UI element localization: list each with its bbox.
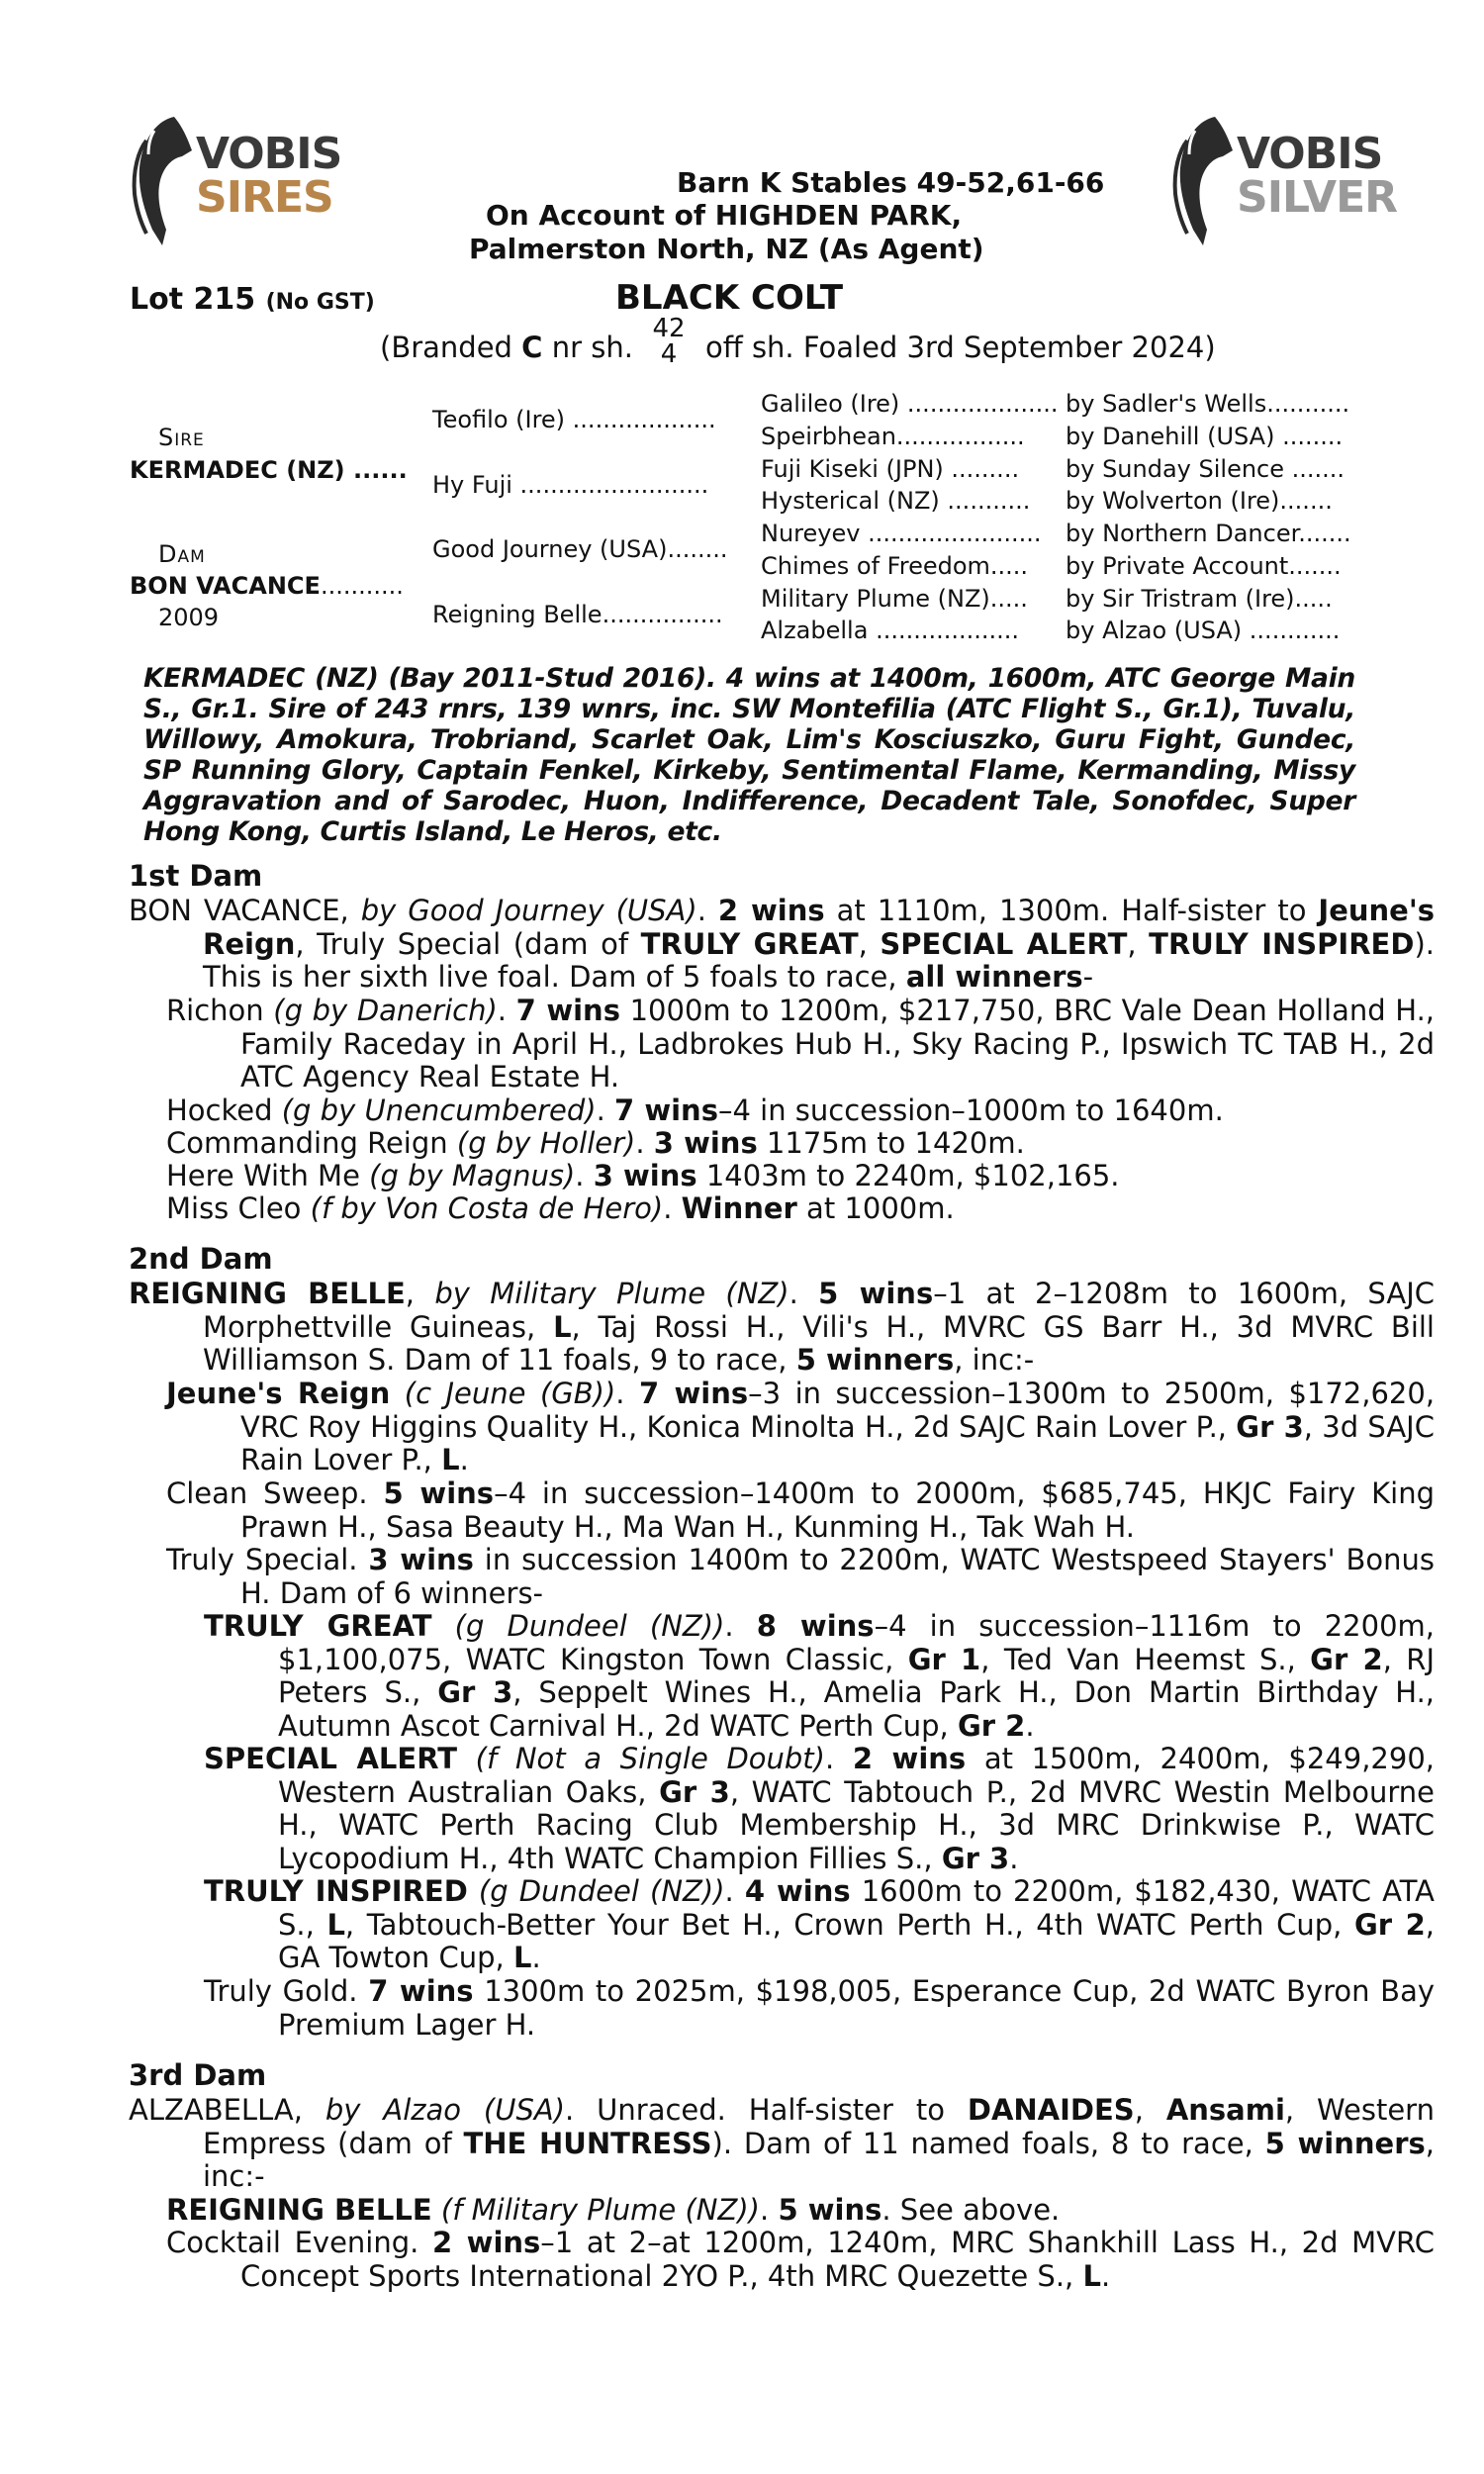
t: TRULY INSPIRED (204, 1874, 468, 1908)
gen3-row: Hysterical (NZ) ........... (761, 487, 1031, 515)
t: , Ted Van Heemst S., (980, 1642, 1311, 1676)
progeny-entry (166, 1094, 1435, 1128)
gen4-4: by Northern Dancer (1066, 520, 1299, 547)
brand-symbol: C (521, 331, 543, 364)
sire-summary: KERMADEC (NZ) (Bay 2011-Stud 2016). 4 wins at 1400m, 1600m, ATC George Main S., Gr.1. Sire of 243 rnrs, 139 wnrs, inc. SW Montefilia (ATC Flight S., Gr.1), Tuvalu, Willowy, Amokura, Trobriand, Scarlet Oak, Lim's Kosciuszko, Guru Fight, Gundec, SP Running Glory, Captain Fenkel, Kirkeby, Sentimental Flame, Kermanding, Missy Aggravation and of Sarodec, Huon, Indifference, Decadent Tale, Sonofdec, Super Hong Kong, Curtis Island, Le Heros, etc. (143, 663, 1355, 847)
t: THE HUNTRESS (463, 2126, 712, 2160)
t (432, 1609, 455, 1643)
t: , 3d SAJC Rain Lover P., (240, 1409, 1435, 1476)
damsire: Good Journey (USA)........ (432, 535, 728, 563)
gen4-row: by Sadler's Wells........... (1066, 390, 1350, 418)
t: . (760, 2193, 779, 2227)
t (390, 1377, 404, 1410)
t: . (497, 994, 516, 1027)
t: (g Dundeel (NZ)) (478, 1874, 725, 1908)
t: . (825, 1742, 853, 1775)
t: , Seppelt Wines H., Amelia Park H., Don Martin Birthday H., Autumn Ascot Carnival H., 2d WATC Perth Cup, (278, 1675, 1435, 1743)
t: . (724, 1609, 757, 1643)
sire-name: KERMADEC (NZ) ...... (130, 456, 408, 484)
dam-entry (129, 895, 1435, 995)
gen2-2: Good Journey (USA) (432, 535, 668, 563)
dam-entry (129, 1278, 1435, 1378)
t: L (1082, 2258, 1101, 2293)
t: (g Dundeel (NZ)) (454, 1609, 725, 1643)
t: . (575, 1159, 594, 1192)
progeny-entry (166, 2194, 1435, 2228)
t: Gr 1 (907, 1642, 981, 1676)
gen4-row: by Sir Tristram (Ire)..... (1066, 585, 1333, 613)
logo-word-1: VOBIS (1237, 129, 1383, 179)
gen2-1: Hy Fuji (432, 471, 512, 499)
brand-suffix: off sh. Foaled 3rd September 2024) (705, 331, 1216, 364)
gen3-row: Chimes of Freedom..... (761, 552, 1029, 580)
t: BON VACANCE, (129, 894, 361, 927)
t: by Good Journey (USA) (360, 894, 697, 927)
t: Clean Sweep. (166, 1476, 384, 1510)
fraction-bottom: 4 (660, 339, 678, 369)
gen2-0: Teofilo (Ire) (432, 406, 566, 433)
t: –4 in succession–1116m to 2200m, $1,100,075, WATC Kingston Town Classic, (278, 1609, 1435, 1676)
t: Truly Special. (166, 1543, 369, 1576)
progeny-entry (166, 1544, 1435, 1610)
t: ). Dam of 11 named foals, 8 to race, (711, 2126, 1265, 2160)
t (457, 1742, 476, 1775)
granddam-sire-side: Hy Fuji ......................... (432, 471, 709, 499)
location-line: Palmerston North, NZ (As Agent) (469, 233, 984, 265)
t: 8 wins (756, 1609, 875, 1643)
sire-label: Sire (158, 424, 205, 451)
gen4-row: by Wolverton (Ire)....... (1066, 487, 1333, 515)
t: by Military Plume (NZ) (434, 1277, 789, 1310)
gen3-2: Fuji Kiseki (JPN) (761, 455, 944, 483)
gen3-row: Alzabella ................... (761, 617, 1020, 644)
t: SPECIAL ALERT (204, 1742, 458, 1775)
grandprogeny-entry (204, 1743, 1435, 1875)
t: Here With Me (166, 1159, 370, 1192)
t: , inc:- (203, 2126, 1435, 2193)
t: 3 wins (593, 1159, 697, 1192)
gen3-row: Nureyev ....................... (761, 520, 1042, 547)
t: . See above. (881, 2193, 1061, 2227)
brand-prefix (380, 331, 633, 364)
gen2-3: Reigning Belle (432, 601, 603, 628)
t: TRULY GREAT (204, 1609, 432, 1643)
gen4-3: by Wolverton (Ire) (1066, 487, 1280, 515)
t: Gr 3 (659, 1774, 730, 1809)
vobis-sires-logo (127, 111, 342, 249)
gen4-5: by Private Account (1066, 552, 1289, 580)
t: L (326, 1907, 345, 1942)
gen3-3: Hysterical (NZ) (761, 487, 940, 515)
t: by Alzao (USA) (325, 2093, 566, 2127)
t: 3 wins (653, 1126, 758, 1160)
horse-head-icon (127, 111, 206, 249)
gen4-0: by Sadler's Wells (1066, 390, 1267, 418)
gen3-4: Nureyev (761, 520, 861, 547)
t: , Taj Rossi H., Vili's H., MVRC GS Barr H., 3d MVRC Bill Williamson S. Dam of 11 foals, 9 to race, (203, 1309, 1435, 1377)
t: (f Not a Single Doubt) (475, 1742, 825, 1775)
progeny-entry (166, 995, 1435, 1094)
t: . (596, 1094, 615, 1127)
t: L (441, 1443, 460, 1476)
t: . (1009, 1841, 1019, 1875)
t: at 1500m, 2400m, $249,290, Western Australian Oaks, (278, 1742, 1435, 1809)
t: at 1110m, 1300m. Half-sister to (824, 894, 1319, 927)
t: , inc:- (954, 1343, 1035, 1377)
t: Richon (166, 994, 274, 1027)
t: 2 wins (717, 894, 825, 927)
t: , (405, 1277, 435, 1310)
brand-fraction (649, 316, 689, 367)
t: Hocked (166, 1094, 282, 1127)
t: Gr 3 (941, 1841, 1010, 1875)
gen4-row: by Sunday Silence ....... (1066, 455, 1345, 483)
third-dam-heading: 3rd Dam (129, 2058, 267, 2092)
t: - (1082, 960, 1094, 994)
t: . (615, 1377, 639, 1410)
t: ALZABELLA, (129, 2093, 325, 2127)
t (432, 2193, 441, 2227)
t: 3 wins (368, 1543, 474, 1576)
gen4-row: by Northern Dancer....... (1066, 520, 1351, 547)
gen4-2: by Sunday Silence (1066, 455, 1285, 483)
progeny-entry (166, 1192, 1435, 1226)
t: . (1025, 1708, 1035, 1743)
progeny-entry (166, 1127, 1435, 1161)
gen4-row: by Danehill (USA) ........ (1066, 423, 1344, 450)
gen4-7: by Alzao (USA) (1066, 617, 1243, 644)
progeny-entry (166, 1160, 1435, 1193)
t: –1 at 2–1208m to 1600m, SAJC Morphettville Guineas, (203, 1277, 1436, 1344)
lot-title: BLACK COLT (615, 278, 844, 318)
t: , (1127, 926, 1150, 961)
logo-word-2: SILVER (1237, 172, 1398, 223)
t: 7 wins (368, 1974, 474, 2008)
t: Jeune's Reign (203, 894, 1435, 961)
t: (g by Magnus) (369, 1159, 576, 1192)
t: Gr 2 (1310, 1642, 1383, 1676)
t: 5 winners (795, 1343, 955, 1377)
gen3-6: Military Plume (NZ) (761, 585, 990, 613)
t: . (459, 1443, 469, 1476)
dam-entry (129, 2094, 1435, 2194)
t: . (1100, 2258, 1111, 2293)
t: 7 wins (515, 994, 620, 1027)
t: (g by Danerich) (273, 994, 498, 1027)
brand-mid: nr sh. (551, 331, 633, 364)
t: DANAIDES (967, 2093, 1135, 2127)
progeny-entry (166, 1477, 1435, 1544)
grandprogeny-entry (204, 1610, 1435, 1743)
t: Ansami (1165, 2093, 1285, 2127)
t: 5 wins (383, 1476, 495, 1510)
t: 7 wins (614, 1094, 718, 1127)
gen3-row: Military Plume (NZ)..... (761, 585, 1028, 613)
gen4-1: by Danehill (USA) (1066, 423, 1275, 450)
grandprogeny-entry (204, 1875, 1435, 1975)
dam-label: Dam (158, 540, 206, 568)
grandsire: Teofilo (Ire) ................... (432, 406, 716, 433)
gen3-1: Speirbhean (761, 423, 896, 450)
dam-year: 2009 (158, 604, 220, 631)
t: 1000m to 1200m, $217,750, BRC Vale Dean Holland H., Family Raceday in April H., Ladbrokes Hub H., Sky Racing P., Ipswich TC TAB H., 2d ATC Agency Real Estate H. (240, 994, 1436, 1094)
t: REIGNING BELLE (166, 2193, 432, 2227)
gst-note: (No GST) (265, 290, 375, 315)
t: , GA Towton Cup, (278, 1907, 1435, 1974)
t: , (858, 926, 881, 961)
granddam-dam-side: Reigning Belle................ (432, 601, 723, 628)
t: . (635, 1126, 654, 1160)
t: REIGNING BELLE (129, 1277, 406, 1310)
barn-line: Barn K Stables 49-52,61-66 (677, 166, 1105, 199)
gen4-row: by Private Account....... (1066, 552, 1342, 580)
t: . Unraced. Half-sister to (565, 2093, 968, 2127)
gen3-row: Speirbhean................. (761, 423, 1025, 450)
t: . (788, 1277, 819, 1310)
t: , RJ Peters S., (278, 1642, 1436, 1709)
t: Cocktail Evening. (166, 2226, 432, 2259)
t: Winner (681, 1191, 797, 1225)
brand-open: (Branded (380, 331, 512, 364)
t: TRULY INSPIRED (1149, 926, 1415, 961)
t: 4 wins (744, 1874, 851, 1908)
t: . (724, 1874, 745, 1908)
t: , Truly Special (dam of (295, 926, 641, 961)
t: , Tabtouch-Better Your Bet H., Crown Perth H., 4th WATC Perth Cup, (344, 1907, 1354, 1942)
progeny-entry (166, 1378, 1435, 1477)
second-dam-heading: 2nd Dam (129, 1242, 273, 1276)
t: 5 wins (818, 1277, 934, 1310)
dam-name: BON VACANCE........... (130, 572, 404, 600)
t: 1600m to 2200m, $182,430, WATC ATA S., (278, 1874, 1435, 1942)
t (468, 1874, 479, 1908)
t: –4 in succession–1000m to 1640m. (717, 1094, 1224, 1127)
t: 2 wins (852, 1742, 967, 1775)
t: at 1000m. (796, 1191, 955, 1225)
t: (g by Unencumbered) (281, 1094, 597, 1127)
t: . (696, 894, 718, 927)
lot-number (130, 282, 375, 317)
t: Gr 2 (957, 1708, 1026, 1743)
gen3-7: Alzabella (761, 617, 869, 644)
t: –3 in succession–1300m to 2500m, $172,620, VRC Roy Higgins Quality H., Konica Minolta H., 2d SAJC Rain Lover P., (240, 1377, 1436, 1444)
t: all winners (905, 960, 1083, 994)
t: 1175m to 1420m. (757, 1126, 1025, 1160)
t: 1403m to 2240m, $102,165. (696, 1159, 1120, 1192)
gen3-5: Chimes of Freedom (761, 552, 990, 580)
logo-word-2: SIRES (196, 172, 333, 223)
t: SPECIAL ALERT (880, 926, 1128, 961)
t: (f Military Plume (NZ)) (440, 2193, 760, 2227)
t: Gr 2 (1354, 1907, 1426, 1942)
t: , (1134, 2093, 1166, 2127)
t: Truly Gold. (204, 1974, 369, 2008)
dam-text: BON VACANCE (130, 572, 321, 600)
t: 7 wins (638, 1377, 749, 1410)
vobis-silver-logo (1167, 111, 1398, 249)
logo-word-1: VOBIS (196, 129, 342, 179)
vendor-line: On Account of HIGHDEN PARK, (486, 199, 963, 232)
t: . (531, 1941, 541, 1974)
horse-head-icon (1167, 111, 1247, 249)
gen3-row: Galileo (Ire) .................... (761, 390, 1059, 418)
sire-text: KERMADEC (NZ) (130, 456, 345, 484)
t: ). This is her sixth live foal. Dam of 5 foals to race, (203, 926, 1435, 994)
gen3-0: Galileo (Ire) (761, 390, 900, 418)
gen3-row: Fuji Kiseki (JPN) ......... (761, 455, 1020, 483)
t: (g by Holler) (456, 1126, 636, 1160)
progeny-entry (166, 2227, 1435, 2293)
first-dam-heading: 1st Dam (129, 859, 263, 893)
lot-label: Lot 215 (130, 282, 256, 317)
t: TRULY GREAT (640, 926, 859, 961)
t: Commanding Reign (166, 1126, 457, 1160)
gen4-6: by Sir Tristram (Ire) (1066, 585, 1295, 613)
t: 5 wins (778, 2193, 882, 2227)
t: , WATC Tabtouch P., 2d MVRC Westin Melbourne H., WATC Perth Racing Club Membership H., 3d MRC Drinkwise P., WATC Lycopodium H., 4th WATC Champion Fillies S., (278, 1774, 1435, 1875)
t: 5 winners (1264, 2126, 1426, 2160)
t: Jeune's Reign (166, 1377, 391, 1410)
t: in succession 1400m to 2200m, WATC Westspeed Stayers' Bonus H. Dam of 6 winners- (240, 1543, 1435, 1610)
grandprogeny-entry (204, 1975, 1435, 2042)
t: . (663, 1191, 682, 1225)
t: –4 in succession–1400m to 2000m, $685,745, HKJC Fairy King Prawn H., Sasa Beauty H., Ma Wan H., Kunming H., Tak Wah H. (240, 1476, 1435, 1544)
t: Miss Cleo (166, 1191, 311, 1225)
gen4-row: by Alzao (USA) ............ (1066, 617, 1341, 644)
t: (f by Von Costa de Hero) (310, 1191, 664, 1225)
t: Gr 3 (1236, 1409, 1304, 1444)
t: L (553, 1309, 572, 1344)
t: (c Jeune (GB)) (404, 1377, 616, 1410)
t: , Western Empress (dam of (203, 2093, 1435, 2160)
t: 2 wins (431, 2226, 541, 2259)
fraction-top: 42 (652, 314, 686, 343)
t: –1 at 2–at 1200m, 1240m, MRC Shankhill Lass H., 2d MVRC Concept Sports International 2YO P., 4th MRC Quezette S., (240, 2226, 1435, 2293)
t: L (512, 1941, 532, 1974)
t: Gr 3 (437, 1675, 513, 1709)
t: 1300m to 2025m, $198,005, Esperance Cup, 2d WATC Byron Bay Premium Lager H. (278, 1974, 1435, 2042)
